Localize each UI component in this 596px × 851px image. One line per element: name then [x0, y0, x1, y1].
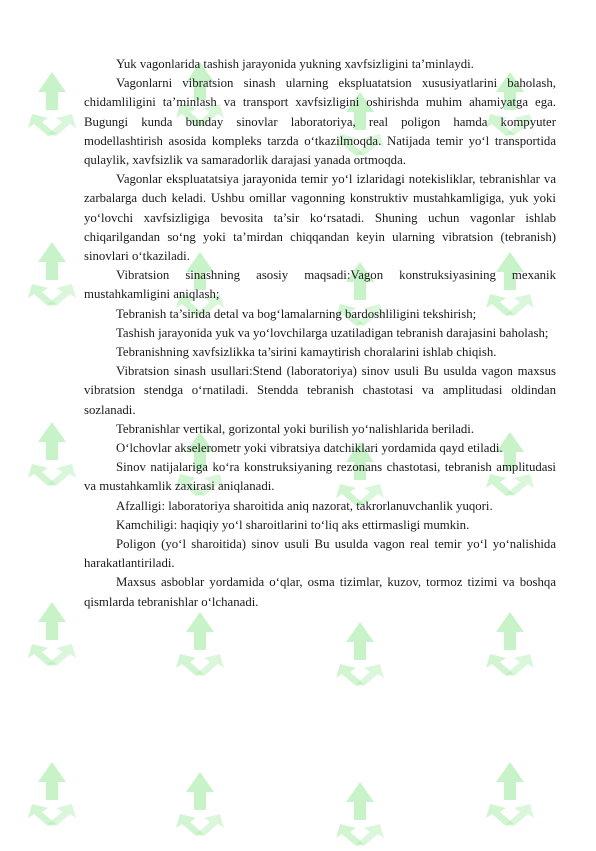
paragraph: Vagonlarni vibratsion sinash ularning ekspluatatsion xususiyatlarini baholash, chidamliligini ta’minlash va transport xavfsizligini oshirishda muhim ahamiyatga ega. Bugungi kunda bunday sinovlar laboratoriya, real poligon hamda kompyuter modellashtirish asosida kompleks tarzda o‘tkazilmoqda. Natijada temir yo‘l transportida qulaylik, xavfsizlik va samaradorlik darajasi yanada ortmoqda.	[84, 76, 556, 168]
green-arrow-watermark-icon	[22, 70, 82, 136]
paragraph: Vagonlar ekspluatatsiya jarayonida temir yo‘l izlaridagi notekisliklar, tebranishlar va zarbalarga duch keladi. Ushbu omillar vagonning konstruktiv mustahkamligiga, yuk yoki yo‘lovchi xavfsizligiga bevosita ta’sir ko‘rsatadi. Shuning uchun vagonlar ishlab chiqarilgandan so‘ng yoki ta’mirdan chiqqandan keyin ularning vibratsion (tebranish) sinovlari o‘tkaziladi.	[84, 172, 556, 264]
paragraph: Vibratsion sinash usullari:Stend (laboratoriya) sinov usuli Bu usulda vagon maxsus vibratsion stendga o‘rnatiladi. Stendda tebranish chastotasi va amplitudasi oldindan sozlanadi.	[84, 364, 556, 417]
green-arrow-watermark-icon	[22, 760, 82, 826]
green-arrow-watermark-icon	[22, 600, 82, 666]
green-arrow-watermark-icon	[330, 780, 390, 846]
green-arrow-watermark-icon	[480, 760, 540, 826]
green-arrow-watermark-icon	[22, 240, 82, 306]
paragraph: Yuk vagonlarida tashish jarayonida yukning xavfsizligini ta’minlaydi.	[116, 57, 474, 71]
paragraph: Poligon (yo‘l sharoitida) sinov usuli Bu usulda vagon real temir yo‘l yo‘nalishida harakatlantiriladi.	[84, 537, 556, 571]
paragraph: Tebranishning xavfsizlikka ta’sirini kamaytirish choralarini ishlab chiqish.	[116, 345, 497, 360]
paragraph: Afzalligi: laboratoriya sharoitida aniq nazorat, takrorlanuvchanlik yuqori.	[116, 498, 493, 513]
green-arrow-watermark-icon	[22, 420, 82, 486]
paragraph: Maxsus asboblar yordamida o‘qlar, osma tizimlar, kuzov, tormoz tizimi va boshqa qismlarda tebranishlar o‘lchanadi.	[84, 575, 556, 609]
paragraph: Sinov natijalariga ko‘ra konstruksiyaning rezonans chastotasi, tebranish amplitudasi va mustahkamlik zaxirasi aniqlanadi.	[84, 460, 556, 494]
paragraph: O‘lchovlar akselerometr yoki vibratsiya datchiklari yordamida qayd etiladi.	[116, 441, 503, 456]
green-arrow-watermark-icon	[170, 770, 230, 836]
paragraph: Tashish jarayonida yuk va yo‘lovchilarga uzatiladigan tebranish darajasini baholash;	[116, 325, 549, 340]
paragraph: Tebranish ta’sirida detal va bog‘lamalarning bardoshliligini tekshirish;	[116, 306, 477, 321]
green-arrow-watermark-icon	[330, 620, 390, 686]
green-arrow-watermark-icon	[480, 610, 540, 676]
paragraph: Vibratsion sinashning asosiy maqsadi:Vagon konstruksiyasining mexanik mustahkamligini aniqlash;	[84, 268, 556, 302]
green-arrow-watermark-icon	[170, 610, 230, 676]
document-body	[84, 55, 556, 612]
paragraph: Tebranishlar vertikal, gorizontal yoki burilish yo‘nalishlarida beriladi.	[116, 421, 475, 436]
paragraph: Kamchiligi: haqiqiy yo‘l sharoitlarini to‘liq aks ettirmasligi mumkin.	[116, 517, 470, 532]
